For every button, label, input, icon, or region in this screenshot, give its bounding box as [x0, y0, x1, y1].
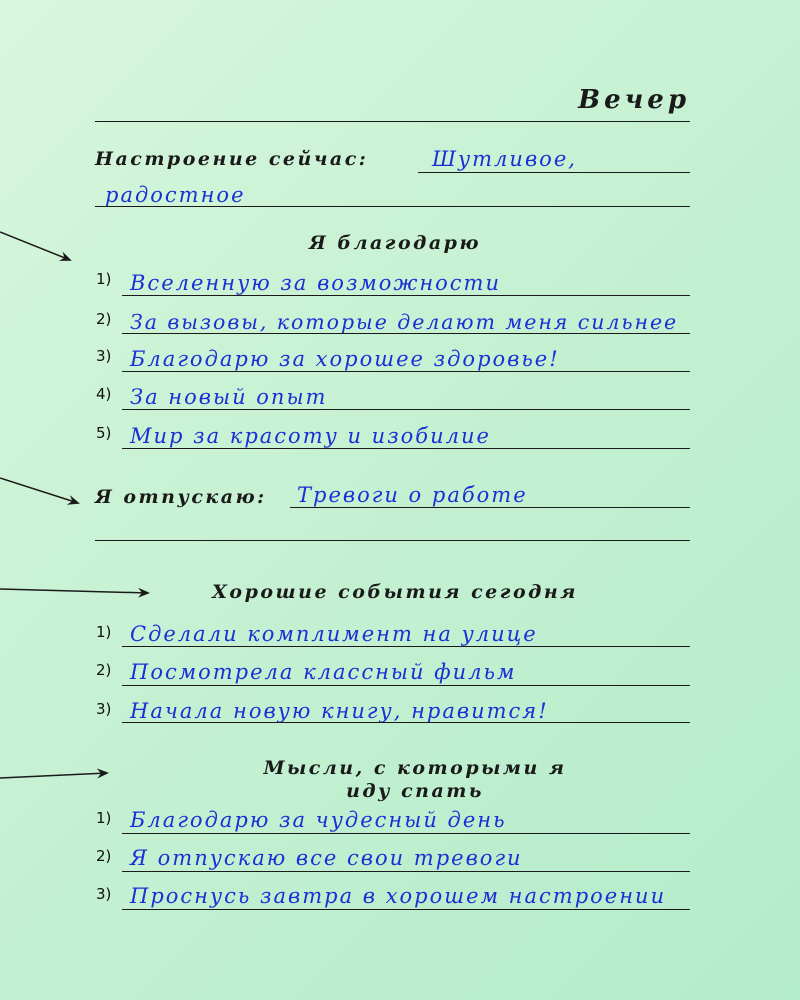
good-events-line-2 — [122, 685, 690, 686]
sleep-thoughts-num-3: 3) — [96, 885, 112, 903]
release-label: Я отпускаю: — [95, 486, 267, 508]
sleep-thoughts-num-1: 1) — [96, 809, 112, 827]
release-value[interactable]: Тревоги о работе — [297, 483, 528, 507]
sleep-thoughts-line-2 — [122, 871, 690, 872]
gratitude-item-4[interactable]: За новый опыт — [130, 385, 328, 409]
page-title: Вечер — [578, 85, 690, 115]
arrow-sleep-thoughts — [0, 773, 107, 778]
gratitude-line-1 — [122, 295, 690, 296]
good-events-line-1 — [122, 646, 690, 647]
sleep-thoughts-line-3 — [122, 909, 690, 910]
gratitude-line-3 — [122, 371, 690, 372]
sleep-thoughts-item-2[interactable]: Я отпускаю все свои тревоги — [130, 846, 523, 870]
gratitude-line-4 — [122, 409, 690, 410]
mood-label: Настроение сейчас: — [95, 148, 369, 170]
good-events-num-3: 3) — [96, 700, 112, 718]
gratitude-num-5: 5) — [96, 424, 112, 442]
sleep-thoughts-item-1[interactable]: Благодарю за чудесный день — [130, 808, 507, 832]
good-events-item-3[interactable]: Начала новую книгу, нравится! — [130, 699, 549, 723]
good-events-item-2[interactable]: Посмотрела классный фильм — [130, 660, 517, 684]
title-underline — [95, 121, 690, 122]
good-events-line-3 — [122, 722, 690, 723]
arrow-gratitude — [0, 232, 70, 260]
good-events-heading: Хорошие события сегодня — [212, 581, 578, 603]
gratitude-line-5 — [122, 448, 690, 449]
good-events-item-1[interactable]: Сделали комплимент на улице — [130, 622, 538, 646]
gratitude-heading: Я благодарю — [308, 232, 481, 254]
gratitude-num-1: 1) — [96, 270, 112, 288]
gratitude-line-2 — [122, 333, 690, 334]
mood-value-line2[interactable]: радостное — [105, 183, 246, 207]
gratitude-item-1[interactable]: Вселенную за возможности — [130, 271, 501, 295]
mood-line-1 — [418, 172, 690, 173]
sleep-thoughts-item-3[interactable]: Проснусь завтра в хорошем настроении — [130, 884, 667, 908]
good-events-num-1: 1) — [96, 623, 112, 641]
gratitude-num-4: 4) — [96, 385, 112, 403]
sleep-thoughts-heading-line2: иду спать — [346, 780, 484, 802]
gratitude-num-2: 2) — [96, 310, 112, 328]
arrow-release — [0, 478, 78, 503]
release-line-2 — [95, 540, 690, 541]
gratitude-item-5[interactable]: Мир за красоту и изобилие — [130, 424, 491, 448]
mood-line-2 — [95, 206, 690, 207]
sleep-thoughts-heading-line1: Мысли, с которыми я — [263, 757, 567, 779]
release-line-1 — [290, 507, 690, 508]
gratitude-item-2[interactable]: За вызовы, которые делают меня сильнее — [130, 310, 679, 334]
mood-value-line1[interactable]: Шутливое, — [432, 147, 577, 171]
gratitude-num-3: 3) — [96, 347, 112, 365]
gratitude-item-3[interactable]: Благодарю за хорошее здоровье! — [130, 347, 560, 371]
sleep-thoughts-num-2: 2) — [96, 847, 112, 865]
sleep-thoughts-line-1 — [122, 833, 690, 834]
good-events-num-2: 2) — [96, 661, 112, 679]
